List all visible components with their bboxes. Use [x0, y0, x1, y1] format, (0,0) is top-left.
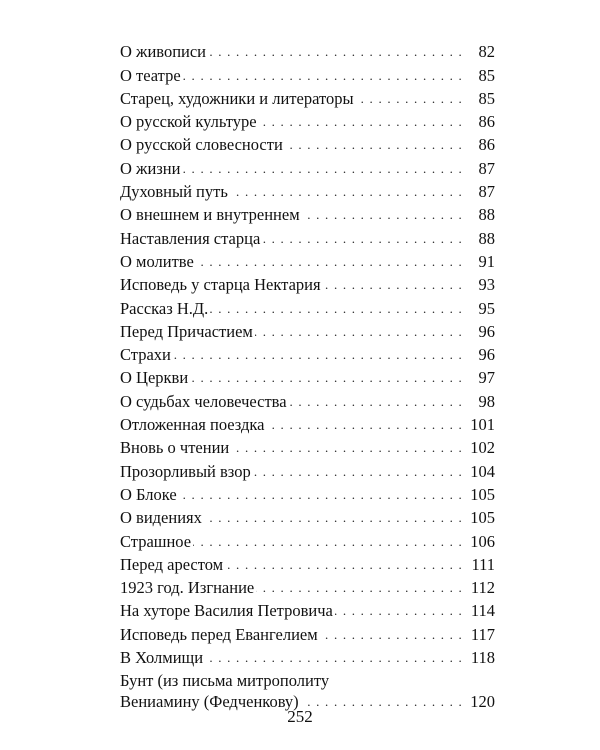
toc-entry — [120, 528, 495, 551]
dot-leader — [183, 66, 463, 86]
toc-entry-title: Исповедь перед Евангелием — [120, 624, 318, 644]
dot-leader — [289, 392, 463, 412]
table-of-contents — [120, 39, 495, 712]
dot-leader — [262, 229, 463, 249]
toc-entry-title: Наставления старца — [120, 228, 261, 248]
toc-entry-page: 87 — [478, 182, 495, 202]
toc-entry-title: Перед Причастием — [120, 321, 253, 341]
toc-entry-title: Отложенная поездка — [120, 415, 265, 435]
toc-entry-title-block — [120, 670, 495, 712]
toc-entry-page: 87 — [478, 158, 495, 178]
toc-entry-page: 111 — [471, 554, 495, 574]
toc-entry-page: 102 — [470, 438, 495, 458]
toc-entry-title-line2: Вениамину (Федченкову) — [120, 692, 299, 712]
toc-entry — [120, 552, 495, 575]
toc-entry-title: Страхи — [120, 345, 171, 365]
toc-entry-page: 120 — [470, 692, 495, 712]
toc-entry-title: О видениях — [120, 508, 202, 528]
toc-entry — [120, 62, 495, 85]
toc-entry-title: О внешнем и внутреннем — [120, 205, 300, 225]
toc-entry-multiline — [120, 668, 495, 712]
toc-entry-page: 86 — [478, 112, 495, 132]
toc-entry-page: 98 — [478, 391, 495, 411]
toc-entry-title: О Блоке — [120, 484, 177, 504]
toc-entry-page: 105 — [470, 484, 495, 504]
toc-entry-page: 88 — [478, 228, 495, 248]
toc-entry — [120, 575, 495, 598]
toc-entry-title: О русской словесности — [120, 135, 283, 155]
toc-entry-title: 1923 год. Изгнание — [120, 578, 255, 598]
toc-entry — [120, 645, 495, 668]
toc-entry-title: Исповедь у старца Нектария — [120, 275, 321, 295]
toc-entry-title: Страшное — [120, 531, 192, 551]
dot-leader — [231, 438, 463, 458]
toc-entry-page: 91 — [478, 251, 495, 271]
toc-entry — [120, 412, 495, 435]
toc-entry-title: О Церкви — [120, 368, 189, 388]
toc-entry-page: 95 — [478, 298, 495, 318]
toc-entry-title: О живописи — [120, 42, 207, 62]
toc-entry — [120, 155, 495, 178]
dot-leader — [196, 252, 463, 272]
dot-leader — [179, 485, 463, 505]
toc-entry — [120, 202, 495, 225]
dot-leader — [204, 508, 463, 528]
toc-entry — [120, 388, 495, 411]
toc-entry-title: На хуторе Василия Петровича — [120, 601, 333, 621]
dot-leader — [255, 322, 463, 342]
toc-entry-title: О театре — [120, 65, 181, 85]
dot-leader — [182, 159, 463, 179]
dot-leader — [193, 532, 463, 552]
dot-leader — [173, 345, 463, 365]
toc-entry-page: 82 — [478, 42, 495, 62]
toc-entry-title: Рассказ Н.Д. — [120, 298, 209, 318]
toc-entry — [120, 109, 495, 132]
toc-entry — [120, 365, 495, 388]
dot-leader — [230, 182, 463, 202]
toc-entry-page: 96 — [478, 345, 495, 365]
toc-entry — [120, 458, 495, 481]
toc-entry — [120, 86, 495, 109]
toc-entry — [120, 598, 495, 621]
dot-leader — [323, 275, 463, 295]
toc-entry-page: 96 — [478, 321, 495, 341]
toc-entry-page: 85 — [478, 65, 495, 85]
toc-entry — [120, 295, 495, 318]
dot-leader — [259, 112, 463, 132]
toc-entry — [120, 249, 495, 272]
toc-entry-page: 97 — [478, 368, 495, 388]
toc-entry — [120, 39, 495, 62]
toc-entry-page: 105 — [470, 508, 495, 528]
toc-entry-page: 104 — [470, 461, 495, 481]
toc-entry — [120, 505, 495, 528]
toc-entry-title: О русской культуре — [120, 112, 257, 132]
dot-leader — [256, 578, 463, 598]
dot-leader — [285, 135, 463, 155]
toc-entry-title: Вновь о чтении — [120, 438, 230, 458]
toc-entry-title: Старец, художники и литераторы — [120, 88, 354, 108]
dot-leader — [356, 89, 463, 109]
toc-entry — [120, 272, 495, 295]
toc-entry — [120, 132, 495, 155]
toc-entry — [120, 179, 495, 202]
toc-entry-title: О молитве — [120, 251, 194, 271]
dot-leader — [210, 299, 463, 319]
toc-entry — [120, 621, 495, 644]
toc-entry-page: 114 — [470, 601, 495, 621]
toc-entry-page: 118 — [470, 648, 495, 668]
dot-leader — [225, 555, 463, 575]
toc-entry-title: Перед арестом — [120, 554, 224, 574]
toc-entry-title: Прозорливый взор — [120, 461, 251, 481]
toc-entry-title: О жизни — [120, 158, 181, 178]
toc-entry — [120, 319, 495, 342]
dot-leader — [320, 625, 463, 645]
page-number: 252 — [287, 707, 313, 726]
toc-entry-page: 101 — [470, 415, 495, 435]
toc-entry-page: 112 — [470, 578, 495, 598]
toc-entry — [120, 435, 495, 458]
dot-leader — [335, 601, 463, 621]
toc-entry-title-line1: Бунт (из письма митрополиту — [120, 671, 330, 691]
dot-leader — [267, 415, 463, 435]
toc-entry-title: О судьбах человечества — [120, 391, 287, 411]
toc-entry-page: 88 — [478, 205, 495, 225]
toc-entry — [120, 342, 495, 365]
toc-entry-page: 117 — [470, 624, 495, 644]
dot-leader — [208, 42, 463, 62]
toc-entry-page: 93 — [478, 275, 495, 295]
dot-leader — [205, 648, 463, 668]
toc-entry-page: 86 — [478, 135, 495, 155]
dot-leader — [253, 462, 463, 482]
toc-entry-title: В Холмищи — [120, 648, 204, 668]
dot-leader — [190, 368, 463, 388]
toc-entry-page: 85 — [478, 88, 495, 108]
toc-entry — [120, 225, 495, 248]
dot-leader — [302, 205, 463, 225]
toc-entry — [120, 482, 495, 505]
toc-entry-title: Духовный путь — [120, 182, 228, 202]
toc-entry-page: 106 — [470, 531, 495, 551]
